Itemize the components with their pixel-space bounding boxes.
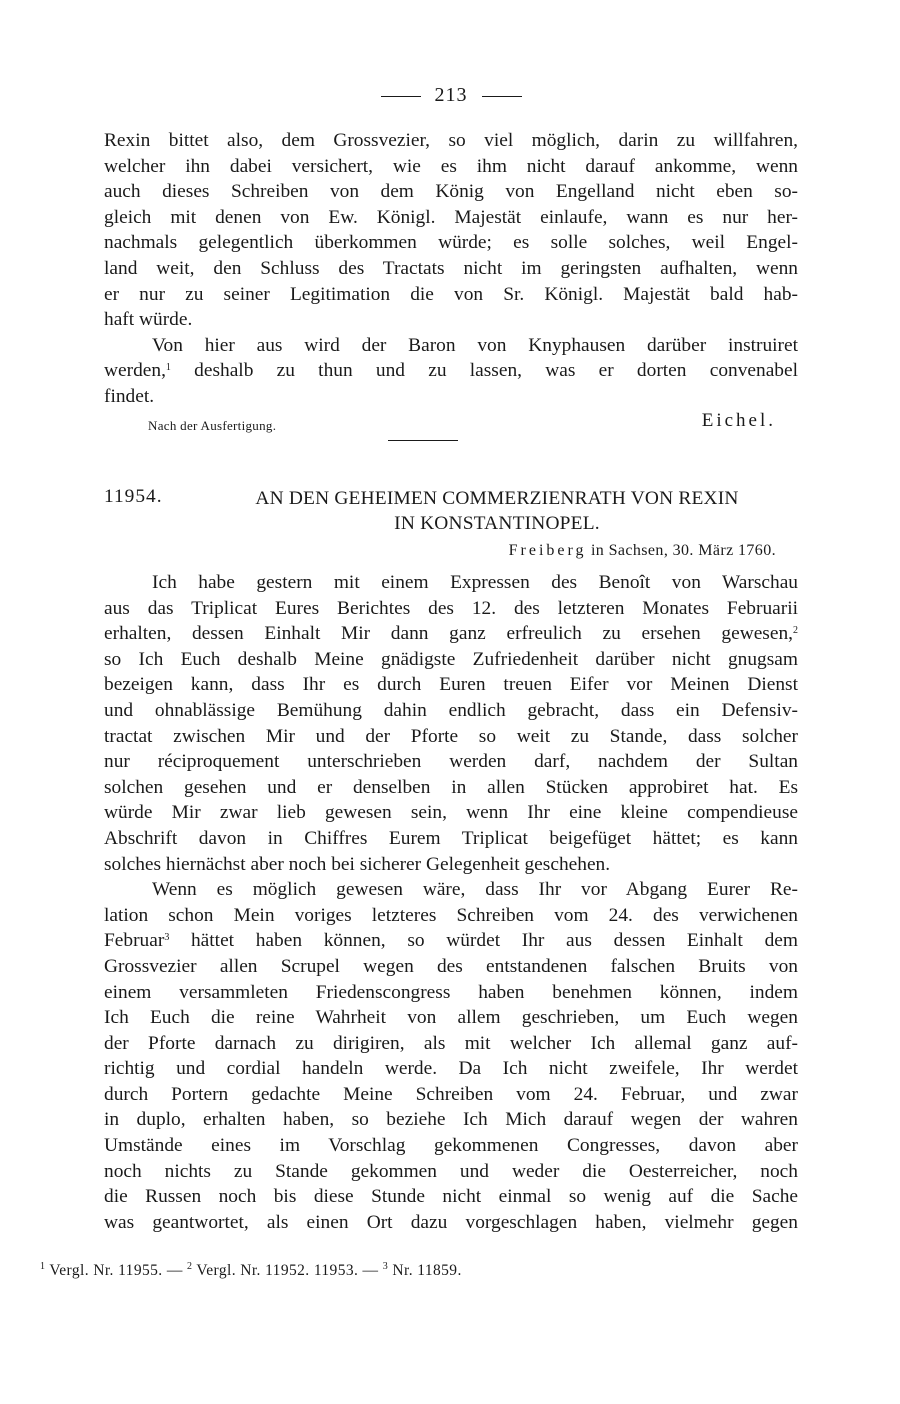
text-line: aus das Triplicat Eures Berichtes des 12. des letzteren Monates Februarii — [104, 597, 798, 619]
text-line: so Ich Euch deshalb Meine gnädigste Zufriedenheit darüber nicht gnugsam — [104, 648, 798, 670]
footnote-marker: 3 — [164, 932, 170, 944]
text-line: land weit, den Schluss des Tractats nicht im geringsten aufhalten, wenn — [104, 257, 798, 279]
text-line: nachmals gelegentlich überkommen würde; es solle solches, weil Engel- — [104, 232, 798, 254]
footnote-marker: 1 — [40, 1261, 46, 1272]
text-segment: werden, — [104, 360, 166, 382]
title-line: AN DEN GEHEIMEN COMMERZIENRATH VON REXIN — [255, 488, 739, 509]
text-line: haft würde. — [104, 309, 193, 331]
footnote-text: Vergl. Nr. 11955. — — [45, 1262, 187, 1279]
footnote-marker: 3 — [382, 1261, 389, 1272]
footnote-marker: 2 — [187, 1261, 193, 1272]
footnote-text: Vergl. Nr. 11952. 11953. — — [192, 1262, 383, 1279]
text-segment: deshalb zu thun und zu lassen, was er dorten convenabel — [170, 360, 798, 382]
header-dash-left — [381, 96, 421, 97]
continuation-text — [104, 128, 798, 410]
text-line: auch dieses Schreiben von dem König von Engelland nicht eben so- — [104, 181, 798, 203]
text-line: gleich mit denen von Ew. Königl. Majestät einlaufe, wann es nur her- — [104, 206, 798, 228]
text-line — [104, 621, 798, 647]
dateline — [509, 542, 776, 560]
text-line: Ich Euch die reine Wahrheit von allem geschrieben, um Euch wegen — [104, 1007, 798, 1029]
document-title — [196, 486, 798, 536]
text-line: Ich habe gestern mit einem Expressen des Benoît von Warschau — [152, 572, 798, 593]
text-line — [104, 928, 798, 954]
text-line: bezeigen kann, dass Ihr es durch Euren treuen Eifer vor Meinen Dienst — [104, 674, 798, 696]
text-line: was geantwortet, als einen Ort dazu vorgeschlagen haben, vielmehr gegen — [104, 1211, 798, 1233]
date-place: Freiberg — [508, 542, 587, 559]
section-divider — [388, 440, 458, 441]
text-line: in duplo, erhalten haben, so beziehe Ich Mich darauf wegen der wahren — [104, 1109, 798, 1131]
footnote-text: Nr. 11859. — [388, 1262, 462, 1279]
title-line: IN KONSTANTINOPEL. — [394, 513, 600, 534]
running-header — [104, 84, 798, 107]
header-dash-right — [482, 96, 522, 97]
text-line: findet. — [104, 385, 155, 407]
text-line: würde Mir zwar lieb gewesen sein, wenn Ihr eine kleine compendieuse — [104, 802, 798, 824]
text-line: lation schon Mein voriges letzteres Schreiben vom 24. des verwichenen — [104, 904, 798, 926]
text-segment: hättet haben können, so würdet Ihr aus dessen Einhalt dem — [169, 930, 798, 952]
text-line: tractat zwischen Mir und der Pforte so weit zu Stande, dass solcher — [104, 725, 798, 747]
signature-row — [104, 410, 798, 436]
text-line: er nur zu seiner Legitimation die von Sr. Königl. Majestät bald hab- — [104, 283, 798, 305]
text-line: welcher ihn dabei versichert, wie es ihm nicht darauf ankomme, wenn — [104, 155, 798, 177]
page-number: 213 — [434, 84, 468, 106]
source-note: Nach der Ausfertigung. — [148, 418, 277, 433]
text-line: richtig und cordial handeln werde. Da Ich nicht zweifele, Ihr werdet — [104, 1058, 798, 1080]
text-line: nur réciproquement unterschrieben werden darf, nachdem der Sultan — [104, 751, 798, 773]
text-line: durch Portern gedachte Meine Schreiben vom 24. Februar, und zwar — [104, 1083, 798, 1105]
letter-body — [104, 570, 798, 1235]
text-line: Grossvezier allen Scrupel wegen des entstandenen falschen Bruits von — [104, 955, 798, 977]
footnote-marker: 1 — [165, 362, 171, 374]
text-line: einem versammleten Friedenscongress haben benehmen können, indem — [104, 981, 798, 1003]
document-number: 11954. — [104, 486, 163, 507]
text-line: solchen gesehen und er denselben in allen Stücken approbiret hat. Es — [104, 776, 798, 798]
footnote-marker: 2 — [793, 625, 798, 637]
text-line: noch nichts zu Stande gekommen und weder die Oesterreicher, noch — [104, 1160, 798, 1182]
text-line: Von hier aus wird der Baron von Knyphausen darüber instruiret — [152, 334, 798, 356]
text-line — [104, 358, 798, 384]
text-segment: erhalten, dessen Einhalt Mir dann ganz erfreulich zu ersehen gewesen, — [104, 623, 793, 645]
text-line: Abschrift davon in Chiffres Eurem Triplicat beigefüget hättet; es kann — [104, 827, 798, 849]
text-line: solches hiernächst aber noch bei sicherer Gelegenheit geschehen. — [104, 853, 611, 875]
text-line: und ohnablässige Bemühung dahin endlich gebracht, dass ein Defensiv- — [104, 699, 798, 721]
text-line: Wenn es möglich gewesen wäre, dass Ihr vor Abgang Eurer Re- — [152, 879, 798, 901]
date-rest: in Sachsen, 30. März 1760. — [586, 542, 776, 559]
text-line: Umstände eines im Vorschlag gekommenen Congresses, davon aber — [104, 1135, 798, 1157]
signature: Eichel. — [701, 410, 776, 431]
text-line: der Pforte darnach zu dirigiren, als mit welcher Ich allemal ganz auf- — [104, 1032, 798, 1054]
text-segment: Februar — [104, 930, 165, 952]
text-line: Rexin bittet also, dem Grossvezier, so viel möglich, darin zu willfahren, — [104, 130, 798, 151]
footnotes — [40, 1262, 700, 1280]
text-line: die Russen noch bis diese Stunde nicht einmal so wenig auf die Sache — [104, 1186, 798, 1208]
